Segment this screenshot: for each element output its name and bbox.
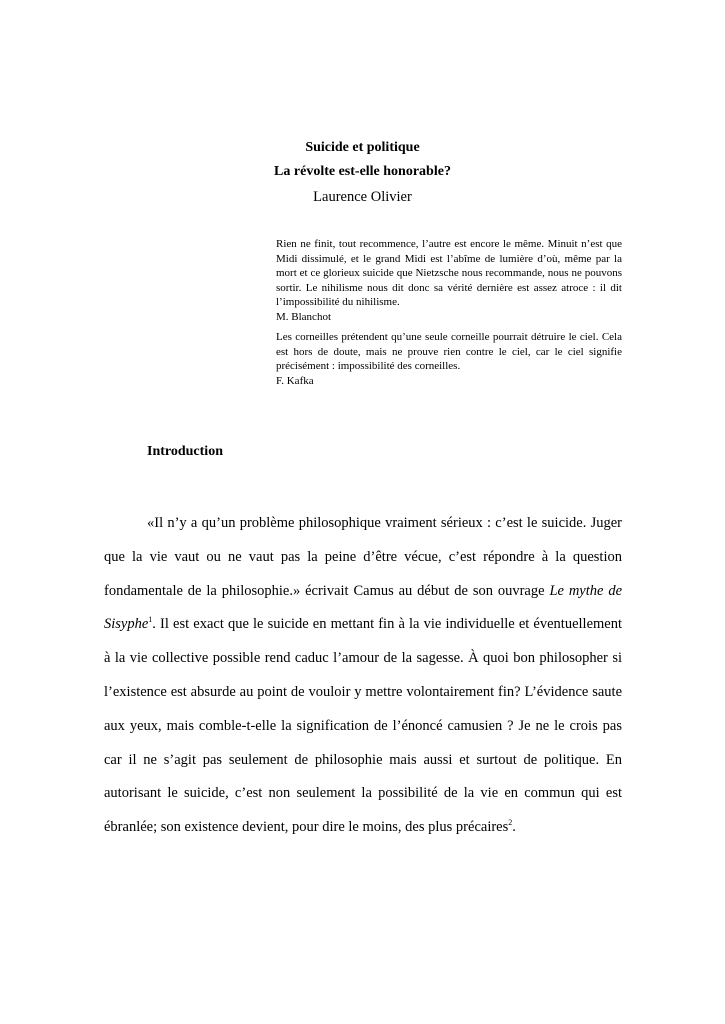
epigraph-source: M. Blanchot [276, 310, 331, 323]
title-line-1: Suicide et politique [305, 140, 420, 155]
title-line-2: La révolte est-elle honorable? [274, 164, 451, 179]
book-title: Le mythe de Sisyphe [104, 582, 622, 633]
epigraph-kafka [276, 330, 622, 388]
footnote-ref-1[interactable]: 1 [148, 615, 153, 625]
footnote-ref-2[interactable]: 2 [508, 818, 513, 828]
epigraph-source: F. Kafka [276, 374, 314, 387]
author-name: Laurence Olivier [313, 189, 412, 205]
body-paragraph [104, 507, 622, 845]
epigraph-quote: Les corneilles prétendent qu’une seule corneille pourrait détruire le ciel. Cela est hors de doute, mais ne prouve rien contre le ciel, car le ciel signifie précisément : impossibilité des corneilles. [276, 331, 622, 373]
section-heading: Introduction [147, 444, 223, 459]
paragraph-text-1: «Il n’y a qu’un problème philosophique vraiment sérieux : c’est le suicide. Juger que la vie vaut ou ne vaut pas la peine d’être vécue, c’est répondre à la question fondamentale de la philosophie.» écrivait Camus au début de son ouvrage [104, 515, 622, 599]
paragraph-text-3: . [512, 819, 516, 836]
paragraph-text-2: . Il est exact que le suicide en mettant fin à la vie individuelle et éventuellement à la vie collective possible rend caduc l’amour de la sagesse. À quoi bon philosopher si l’existence est absurde au point de vouloir y mettre volontairement fin? L’évidence saute aux yeux, mais comble-t-elle la signification de l’énoncé camusien ? Je ne le crois pas car il ne s’agit pas seulement de philosophie mais aussi et surtout de politique. En autorisant le suicide, c’est non seulement la possibilité de la vie en commun qui est ébranlée; son existence devient, pour dire le moins, des plus précaires [104, 616, 622, 836]
epigraph-blanchot [276, 237, 622, 325]
epigraph-quote: Rien ne finit, tout recommence, l’autre est encore le même. Minuit n’est que Midi dissimulé, et le grand Midi est l’abîme de lumière d’où, même par la mort et ce glorieux suicide que Nietzsche nous recommande, nous ne pouvons sortir. Le nihilisme nous dit donc sa vérité dernière est assez atroce : il dit l’impossibilité du nihilisme. [276, 238, 622, 309]
